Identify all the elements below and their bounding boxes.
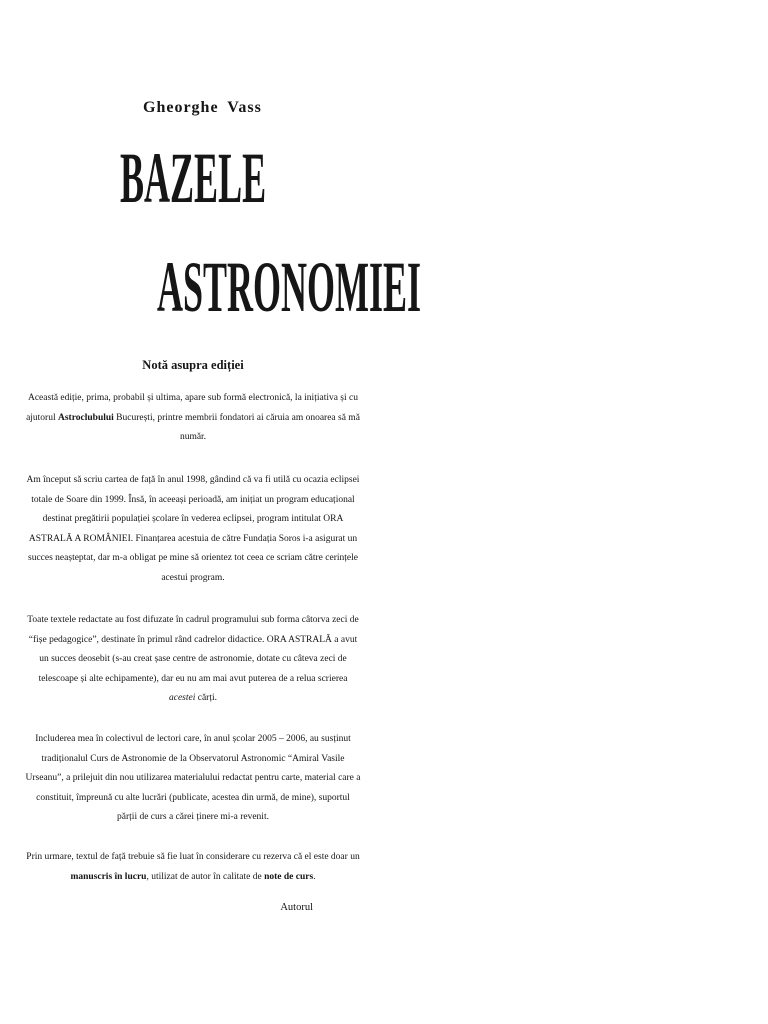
author-signature: Autorul [280, 902, 313, 913]
edition-note-paragraph-1 [25, 389, 361, 448]
paragraph3-text-run-2: cărți. [195, 693, 218, 704]
book-title-line-1 [25, 138, 361, 218]
paragraph5-bold-run-1: manuscris în lucru [70, 871, 147, 882]
paragraph1-text-run-2: București, printre membrii fondatori ai căruia am onoarea să mă număr. [113, 412, 360, 443]
paragraph2-text-run: Am început să scriu cartea de față în anul 1998, gândind că va fi utilă cu ocazia eclipsei totale de Soare din 1999. Însă, în aceeași perioadă, am inițiat un program educațional destinat pregătirii populației școlare în vederea eclipsei, program intitulat ORA ASTRALĂ A ROMÂNIEI. Finanțarea acestuia de către Fundația Soros i-a asigurat un succes neașteptat, dar m-a obligat pe mine să orientez tot ceea ce scriam către cerințele acestui program. [26, 475, 360, 583]
edition-note-heading: Notă asupra ediției [142, 358, 244, 372]
edition-note-paragraph-4 [25, 730, 361, 828]
edition-note-paragraph-5 [25, 848, 361, 887]
paragraph5-text-run: Prin urmare, textul de față trebuie să fie luat în considerare cu rezerva că el este doar un [26, 852, 360, 862]
book-title-line-2 [25, 247, 422, 327]
book-title-text-1: BAZELE [119, 138, 267, 218]
paragraph5-text-run-2: , utilizat de autor în calitate de [146, 871, 265, 882]
paragraph5-text-run-3: . [313, 871, 316, 882]
paragraph5-bold-run-2: note de curs [264, 871, 314, 882]
edition-note-paragraph-3 [25, 611, 361, 709]
author-name: Gheorghe Vass [143, 99, 262, 116]
edition-note-paragraph-2 [25, 471, 361, 589]
paragraph3-text-run: Toate textele redactate au fost difuzate în cadrul programului sub forma câtorva zeci de “fișe pedagogice”, destinate în primul rând cadrelor didactice. ORA ASTRALĂ a avut un succes deosebit (s-au creat șase centre de astronomie, dotate cu câteva zeci de telescoape și alte echipamente), dar eu nu am mai avut puterea de a relua scrierea [27, 615, 359, 684]
book-title-text-2: ASTRONOMIEI [157, 247, 422, 327]
paragraph4-text-run: Includerea mea în colectivul de lectori care, în anul școlar 2005 – 2006, au susținut tradiționalul Curs de Astronomie de la Observatorul Astronomic “Amiral Vasile Urseanu”, a prilejuit din nou utilizarea materialului redactat pentru carte, material care a constituit, împreună cu alte lucrări (publicate, acestea din urmă, de mine), suportul părții de curs a cărei ținere mi-a revenit. [25, 734, 361, 823]
paragraph1-bold-run: Astroclubului [58, 412, 114, 423]
paragraph3-italic-run: acestei [168, 693, 196, 704]
paragraph1-text-run: Această ediție, prima, probabil și ultima, apare sub formă electronică, la inițiativa și cu ajutorul [26, 393, 358, 423]
